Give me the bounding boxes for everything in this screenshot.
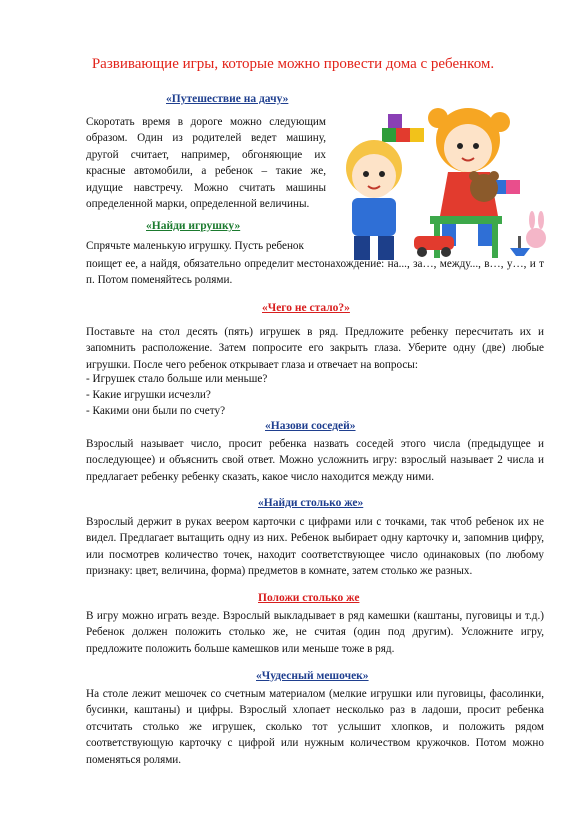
text-find-as-many: Взрослый держит в руках веером карточки с цифрами или с точками, так чтоб ребенок их не видел. Предлагает вытащить одну из них. Ребенок выбирает одну карточку и, запомнив цифру, или посмотрев количество точек, находит соответствующее число одинаковых (по любому признаку: цвет, величина, форма) предметов в комнате, затем столько же разных.: [86, 516, 544, 578]
question-which-position: - Какими они были по счету?: [86, 405, 226, 417]
heading-wonderful-bag: «Чудесный мешочек»: [256, 670, 369, 682]
text-what-is-missing: Поставьте на стол десять (пять) игрушек в ряд. Предложите ребенку пересчитать их и запомнить расположение. Затем попросите его закрыть глаза. Уберите одну (две) любые игрушки. После чего ребенок открывает глаза и отвечает на вопросы:: [86, 326, 544, 371]
children-playing-with-toys-icon: [322, 88, 558, 266]
question-which-disappeared: - Какие игрушки исчезли?: [86, 389, 211, 401]
page-title: Развивающие игры, которые можно провести дома с ребенком.: [91, 56, 495, 72]
heading-find-as-many: «Найди столько же»: [258, 497, 364, 509]
heading-find-the-toy: «Найди игрушку»: [146, 220, 241, 232]
heading-put-as-many: Положи столько же: [258, 592, 360, 604]
text-find-the-toy-line1: Спрячьте маленькую игрушку. Пусть ребенок: [86, 240, 304, 252]
text-wonderful-bag: На столе лежит мешочек со счетным материалом (мелкие игрушки или пуговицы, фасолинки, бусинки, каштаны) и цифры. Взрослый хлопает несколько раз в ладоши, просит ребенка отсчитать столько же игрушек, сколько тот услышит хлопков, и положить рядом соответствующую карточку с цифрой или нужным количеством кружочков. Потом можно поменяться ролями.: [86, 688, 544, 766]
heading-name-neighbors: «Назови соседей»: [265, 420, 356, 432]
text-name-neighbors: Взрослый называет число, просит ребенка назвать соседей этого числа (предыдущее и последующее) и объяснить свой ответ. Можно усложнить игру: взрослый называет 2 числа и предлагает ребенку ребенку сказать, какое число находится между ними.: [86, 438, 544, 483]
text-find-the-toy: поищет ее, а найдя, обязательно определит местонахождение: на..., за…, между..., в…, у…, и т п. Потом поменяйтесь ролями.: [86, 258, 544, 287]
text-trip-to-dacha: Скоротать время в дороге можно следующим образом. Один из родителей ведет машину, другой считает, например, обгоняющие их красные автомобили, а ребенок – такие же, идущие навстречу. Можно считать машины определенной марки, определенной величины.: [86, 116, 326, 211]
question-more-or-less: - Игрушек стало больше или меньше?: [86, 373, 268, 385]
heading-trip-to-dacha: «Путешествие на дачу»: [166, 93, 289, 105]
text-put-as-many: В игру можно играть везде. Взрослый выкладывает в ряд камешки (каштаны, пуговицы и т.д.) Ребенок должен положить столько же, не считая (один под другим). Усложните игру, предложите положить больше камешков или меньше тоже в ряд.: [86, 610, 544, 655]
heading-what-is-missing: «Чего не стало?»: [262, 302, 350, 314]
